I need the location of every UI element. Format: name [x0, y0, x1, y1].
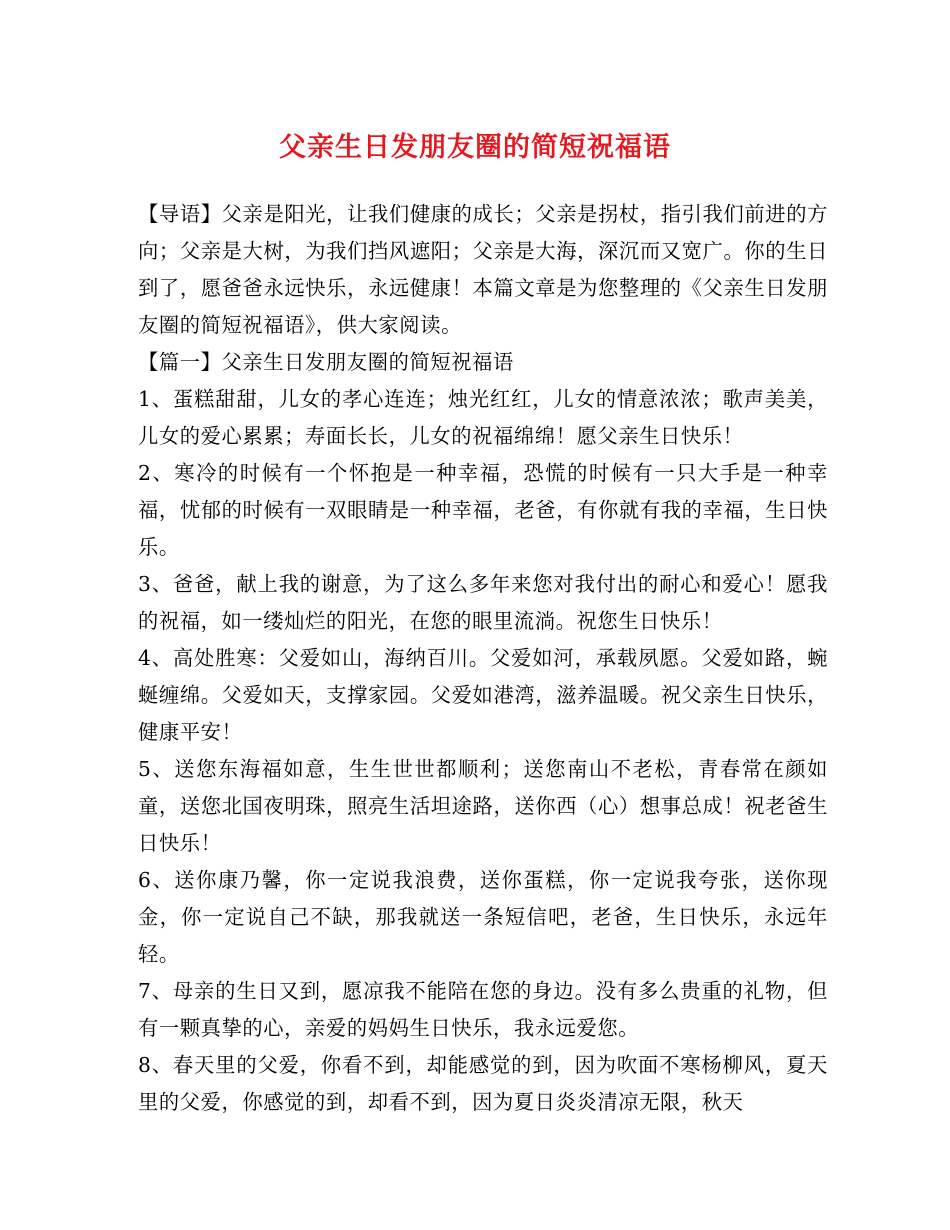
list-item: 3、爸爸，献上我的谢意，为了这么多年来您对我付出的耐心和爱心！愿我的祝福，如一缕灿烂的阳光，在您的眼里流淌。祝您生日快乐！: [138, 572, 828, 633]
list-item: 4、高处胜寒：父爱如山，海纳百川。父爱如河，承载夙愿。父爱如路，蜿蜒缠绵。父爱如天，支撑家园。父爱如港湾，滋养温暖。祝父亲生日快乐，健康平安！: [138, 646, 828, 744]
document-title: 父亲生日发朋友圈的简短祝福语: [279, 132, 671, 163]
list-item: 1、蛋糕甜甜，儿女的孝心连连；烛光红红，儿女的情意浓浓；歌声美美，儿女的爱心累累；寿面长长，儿女的祝福绵绵！愿父亲生日快乐！: [138, 387, 828, 448]
intro-paragraph: 【导语】父亲是阳光，让我们健康的成长；父亲是拐杖，指引我们前进的方向；父亲是大树，为我们挡风遮阳；父亲是大海，深沉而又宽广。你的生日到了，愿爸爸永远快乐，永远健康！本篇文章是为您整理的《父亲生日发朋友圈的简短祝福语》，供大家阅读。: [138, 202, 828, 337]
document-body: [138, 196, 828, 1121]
list-item: 8、春天里的父爱，你看不到，却能感觉的到，因为吹面不寒杨柳风，夏天里的父爱，你感觉的到，却看不到，因为夏日炎炎清凉无限，秋天: [138, 1053, 828, 1114]
list-item: 7、母亲的生日又到，愿凉我不能陪在您的身边。没有多么贵重的礼物，但有一颗真挚的心，亲爱的妈妈生日快乐，我永远爱您。: [138, 979, 828, 1040]
section-heading: 【篇一】父亲生日发朋友圈的简短祝福语: [138, 350, 514, 374]
list-item: 5、送您东海福如意，生生世世都顺利；送您南山不老松，青春常在颜如童，送您北国夜明珠，照亮生活坦途路，送你西（心）想事总成！祝老爸生日快乐！: [138, 757, 828, 855]
list-item: 6、送你康乃馨，你一定说我浪费，送你蛋糕，你一定说我夸张，送你现金，你一定说自己不缺，那我就送一条短信吧，老爸，生日快乐，永远年轻。: [138, 868, 828, 966]
list-item: 2、寒冷的时候有一个怀抱是一种幸福，恐慌的时候有一只大手是一种幸福，忧郁的时候有一双眼睛是一种幸福，老爸，有你就有我的幸福，生日快乐。: [138, 461, 828, 559]
